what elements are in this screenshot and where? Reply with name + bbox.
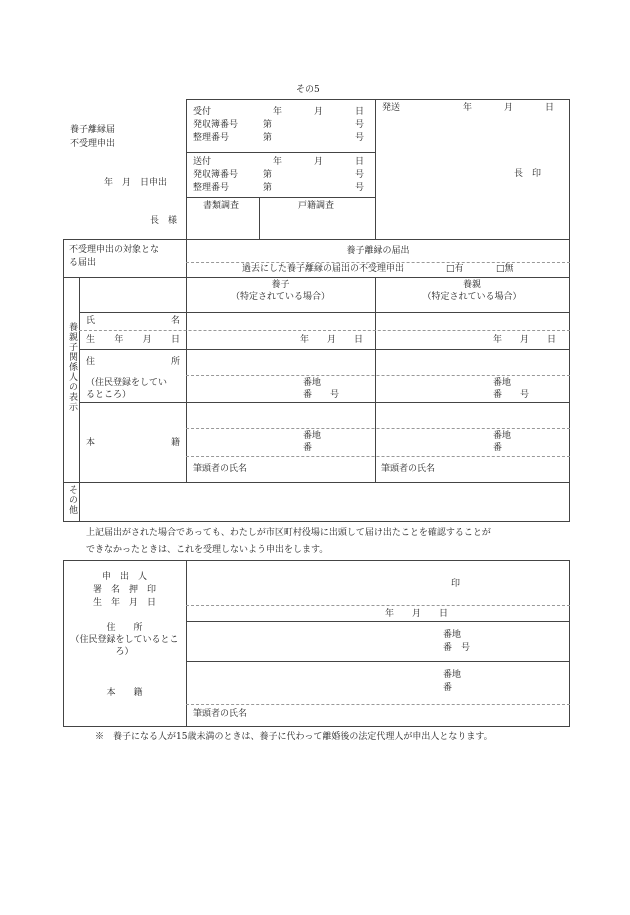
chief-seal-label: 長 印: [514, 169, 542, 179]
address-label: 住 所: [86, 357, 180, 367]
title-line1: 養子離縁届: [70, 125, 116, 135]
child-subheader: （特定されている場合）: [230, 292, 330, 302]
received-book-label: 発収簿番号: [193, 120, 239, 130]
dispatch-year: 年: [463, 103, 473, 113]
birthdate-label: 生 年 月 日: [86, 335, 180, 345]
applicant-honseki-label: 本 籍: [106, 688, 143, 698]
applicant-seal: 印: [451, 579, 461, 589]
other-label: その他: [67, 485, 77, 515]
target-value: 養子離縁の届出: [346, 246, 410, 256]
applicant-label-line1: 申 出 人: [101, 572, 147, 582]
applicant-address-sub-line1: （住民登録をしているとこ: [70, 635, 179, 645]
received-label: 受付: [193, 107, 212, 117]
sent-book-label: 発収簿番号: [193, 170, 239, 180]
parent-honseki-banchi: 番地: [493, 431, 512, 441]
parent-birthdate: 年 月 日: [493, 335, 557, 345]
past-application-question: 過去にした養子離縁の届出の不受理申出: [242, 264, 405, 274]
child-hittousha-label: 筆頭者の氏名: [193, 464, 248, 474]
footnote: ※ 養子になる人が15歳未満のときは、養子に代わって離婚後の法定代理人が申出人となります。: [95, 732, 493, 742]
parent-hittousha-label: 筆頭者の氏名: [381, 464, 436, 474]
applicant-hittousha-label: 筆頭者の氏名: [193, 709, 248, 719]
received-month: 月: [314, 107, 324, 117]
received-day: 日: [355, 107, 365, 117]
applicant-honseki-banchi: 番地: [443, 670, 462, 680]
parent-subheader: （特定されている場合）: [422, 292, 522, 302]
parties-side-label: 養親子関係人の表示: [67, 322, 77, 412]
dispatch-day: 日: [545, 103, 555, 113]
sent-reg-suffix: 号: [355, 183, 365, 193]
sent-year: 年: [273, 157, 283, 167]
sent-reg-prefix: 第: [263, 183, 273, 193]
sent-day: 日: [355, 157, 365, 167]
child-address-banchi: 番地: [303, 378, 322, 388]
option-yes-checkbox[interactable]: □有: [446, 264, 464, 274]
dispatch-month: 月: [504, 103, 514, 113]
honseki-label: 本 籍: [86, 438, 180, 448]
address-sub-line2: るところ）: [86, 390, 132, 400]
parent-address-banchi: 番地: [493, 378, 512, 388]
applicant-address-bango: 番 号: [443, 643, 471, 653]
parent-header: 養親: [462, 280, 481, 290]
family-register-check-label: 戸籍調査: [298, 201, 335, 211]
title-line2: 不受理申出: [70, 139, 116, 149]
form-number: その5: [296, 85, 320, 95]
child-birthdate: 年 月 日: [300, 335, 364, 345]
sent-book-suffix: 号: [355, 170, 365, 180]
sent-reg-label: 整理番号: [193, 183, 230, 193]
statement-line1: 上記届出がされた場合であっても、わたしが市区町村役場に出頭して届け出たことを確認することが: [86, 528, 491, 538]
parent-honseki-ban: 番: [493, 443, 503, 453]
application-date: 年 月 日申出: [104, 178, 168, 188]
addressee: 長 様: [150, 216, 178, 226]
child-honseki-banchi: 番地: [303, 431, 322, 441]
target-label-line1: 不受理申出の対象とな: [69, 245, 160, 255]
received-book-prefix: 第: [263, 120, 273, 130]
applicant-honseki-ban: 番: [443, 683, 453, 693]
applicant-address-banchi: 番地: [443, 630, 462, 640]
applicant-label-line3: 生 年 月 日: [92, 598, 156, 608]
address-sub-line1: （住民登録をしてい: [86, 378, 168, 388]
child-honseki-ban: 番: [303, 443, 313, 453]
applicant-label-line2: 署 名 押 印: [92, 585, 156, 595]
received-reg-suffix: 号: [355, 133, 365, 143]
received-reg-prefix: 第: [263, 133, 273, 143]
parent-address-bango: 番 号: [493, 390, 530, 400]
document-check-label: 書類調査: [203, 201, 240, 211]
option-no-checkbox[interactable]: □無: [496, 264, 514, 274]
dispatch-label: 発送: [382, 103, 401, 113]
applicant-address-label: 住 所: [106, 623, 143, 633]
received-book-suffix: 号: [355, 120, 365, 130]
child-address-bango: 番 号: [303, 390, 340, 400]
child-header: 養子: [271, 280, 290, 290]
statement-line2: できなかったときは、これを受理しないよう申出をします。: [86, 545, 329, 555]
received-year: 年: [273, 107, 283, 117]
sent-month: 月: [314, 157, 324, 167]
received-reg-label: 整理番号: [193, 133, 230, 143]
name-label: 氏 名: [86, 316, 180, 326]
target-label-line2: る届出: [69, 258, 97, 268]
applicant-address-sub-line2: ろ）: [115, 647, 134, 657]
applicant-birthdate: 年 月 日: [385, 609, 449, 619]
sent-label: 送付: [193, 157, 212, 167]
sent-book-prefix: 第: [263, 170, 273, 180]
